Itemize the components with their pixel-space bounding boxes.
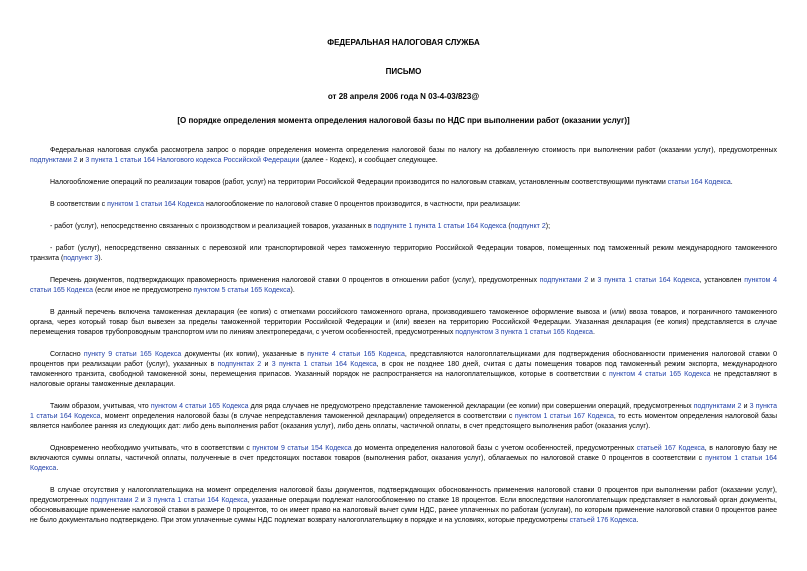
paragraph-text: (далее - Кодекс), и сообщает следующее. <box>299 157 438 164</box>
legal-reference-link[interactable]: 3 пункта 1 статьи 164 Кодекса <box>271 361 377 368</box>
legal-reference-link[interactable]: подпункте 1 пункта 1 статьи 164 Кодекса <box>373 223 507 230</box>
body-paragraph <box>30 222 777 232</box>
paragraph-text: Согласно <box>50 351 84 358</box>
legal-reference-link[interactable]: пунктом 4 статьи 165 Кодекса <box>608 371 711 378</box>
paragraph-text: Налогообложение операций по реализации товаров (работ, услуг) на территории Российской Федерации производится по налоговым ставкам, установленным соответствующими пунктами <box>50 179 668 186</box>
body-paragraph <box>30 308 777 338</box>
legal-reference-link[interactable]: пунктом 5 статьи 165 Кодекса <box>193 287 291 294</box>
paragraph-text: , установлен <box>699 277 745 284</box>
legal-reference-link[interactable]: пункту 9 статьи 165 Кодекса <box>83 351 182 358</box>
paragraph-text: , в срок не позднее 180 дней, считая с даты помещения товаров под таможенный режим экспорта, международного таможенного транзита, свободной таможенной зоны, перемещения припасов. Указанный порядок не распространяется на налогоплательщиков, которые в соответствии с <box>30 361 777 378</box>
legal-reference-link[interactable]: пунктом 4 статьи 165 Кодекса <box>30 277 778 294</box>
paragraph-text: , указанные операции подлежат налогообложению по ставке 18 процентов. Если впоследствии налогоплательщик представляет в налоговый орган документы, обосновывающие применение налоговой ставки в размере 0 процентов, то он имеет право на налоговый вычет сумм НДС, ранее уплаченных по работам (услугам), по которым применение налоговой ставки 0 процентов ранее не было документально подтверждено. При этом уплаченные суммы НДС подлежат возврату налогоплательщику в порядке и на условиях, которые предусмотрены <box>30 497 777 524</box>
paragraph-text: В данный перечень включена таможенная декларация (ее копия) с отметками российского таможенного органа, производившего таможенное оформление вывоза и (или) ввоза товаров, и пограничного таможенного органа, через который товар был вывезен за пределы таможенной территории Российской Федерации и (или) ввезен на территорию Российской Федерации. Указанная декларация (ее копия) представляется в случае перемещения товаров трубопроводным транспортом или по линиям электропередачи, с учетом особенностей, предусмотренных <box>30 309 777 336</box>
paragraph-text: Одновременно необходимо учитывать, что в соответствии с <box>50 445 253 452</box>
legal-reference-link[interactable]: 3 пункта 1 статьи 164 Кодекса <box>30 403 778 420</box>
legal-reference-link[interactable]: статьей 176 Кодекса <box>569 517 637 524</box>
paragraph-text: Федеральная налоговая служба рассмотрела запрос о порядке определения момента определения налоговой базы по налогу на добавленную стоимость при выполнении работ (оказании услуг), предусмотренных <box>50 147 777 154</box>
paragraph-text: налогообложение по налоговой ставке 0 процентов производится, в частности, при реализации: <box>204 201 521 208</box>
legal-reference-link[interactable]: 3 пункта 1 статьи 164 Налогового кодекса Российской Федерации <box>85 157 300 164</box>
legal-reference-link[interactable]: подпунктами 2 <box>693 403 742 410</box>
paragraph-text: ( <box>506 223 511 230</box>
legal-reference-link[interactable]: пунктом 4 статьи 165 Кодекса <box>150 403 249 410</box>
body-paragraph <box>30 276 777 296</box>
paragraph-text: для ряда случаев не предусмотрено представление таможенной декларации (ее копии) при совершении операций, предусмотренных <box>248 403 694 410</box>
date-number-heading: от 28 апреля 2006 года N 03-4-03/823@ <box>327 92 480 101</box>
paragraph-text: документы (их копии), указанные в <box>181 351 308 358</box>
legal-reference-link[interactable]: 3 пункта 1 статьи 164 Кодекса <box>147 497 248 504</box>
legal-reference-link[interactable]: пунктом 1 статьи 164 Кодекса <box>107 201 205 208</box>
paragraph-text: , то есть моментом определения налоговой базы является наиболее ранняя из следующих дат: либо день выполнения работ (оказания услуг), либо день оплаты, частичной оплаты, в счет предстоящего выполнения работ (оказания услуг). <box>30 413 777 430</box>
body-paragraph <box>30 350 777 390</box>
paragraph-text: . <box>592 329 595 336</box>
legal-reference-link[interactable]: пунктом 1 статьи 167 Кодекса <box>514 413 614 420</box>
legal-reference-link[interactable]: подпунктах 2 <box>217 361 262 368</box>
org-heading: ФЕДЕРАЛЬНАЯ НАЛОГОВАЯ СЛУЖБА <box>327 38 480 47</box>
legal-reference-link[interactable]: подпунктами 2 <box>539 277 589 284</box>
paragraph-text: до момента определения налоговой базы с учетом особенностей, предусмотренных <box>351 445 637 452</box>
legal-reference-link[interactable]: пункте 4 статьи 165 Кодекса <box>307 351 405 358</box>
body-paragraph <box>30 402 777 432</box>
legal-reference-link[interactable]: подпунктами 2 <box>30 157 78 164</box>
paragraph-text: В случае отсутствия у налогоплательщика на момент определения налоговой базы документов, подтверждающих обоснованность применения налоговой ставки 0 процентов при выполнении работ (оказании услуг), предусмотренных <box>30 487 777 504</box>
paragraph-text: ). <box>98 255 103 262</box>
document-body <box>30 146 777 526</box>
paragraph-text: , в налоговую базу не включаются суммы оплаты, частичной оплаты, полученные в счет предстоящих поставок товаров (выполнения работ, оказания услуг), облагаемых по налоговой ставке 0 процентов в соответствии с <box>30 445 777 462</box>
paragraph-text: , представляются налогоплательщиками для подтверждения обоснованности применения налоговой ставки 0 процентов при реализации работ (услуг), указанных в <box>30 351 777 368</box>
paragraph-text: - работ (услуг), непосредственно связанных с перевозкой или транспортировкой через таможенную территорию Российской Федерации товаров, помещенных под таможенный режим международного таможенного транзита ( <box>30 245 777 262</box>
legal-reference-link[interactable]: подпункт 3 <box>63 255 99 262</box>
paragraph-text: и <box>588 277 598 284</box>
paragraph-text: (если иное не предусмотрено <box>93 287 194 294</box>
legal-reference-link[interactable]: пунктом 1 статьи 164 Кодекса <box>30 455 777 472</box>
body-paragraph <box>30 444 777 474</box>
legal-reference-link[interactable]: 3 пункта 1 статьи 164 Кодекса <box>597 277 700 284</box>
body-paragraph <box>30 146 777 166</box>
paragraph-text: не представляют в налоговые органы таможенные декларации. <box>30 371 777 388</box>
paragraph-text: ); <box>545 223 551 230</box>
paragraph-text: ). <box>290 287 295 294</box>
doc-type-heading: ПИСЬМО <box>385 67 422 76</box>
legal-reference-link[interactable]: подпунктом 3 пункта 1 статьи 165 Кодекса <box>455 329 593 336</box>
body-paragraph <box>30 178 777 188</box>
paragraph-text: - работ (услуг), непосредственно связанных с производством и реализацией товаров, указанных в <box>50 223 374 230</box>
paragraph-text: и <box>261 361 272 368</box>
legal-reference-link[interactable]: статьи 164 Кодекса <box>667 179 731 186</box>
doc-title: [О порядке определения момента определения налоговой базы по НДС при выполнении работ (оказании услуг)] <box>177 116 630 125</box>
paragraph-text: В соответствии с <box>50 201 108 208</box>
paragraph-text: , момент определения налоговой базы (в случае непредставления таможенной декларации) определяется в соответствии с <box>100 413 515 420</box>
paragraph-text: . <box>730 179 733 186</box>
legal-reference-link[interactable]: статьей 167 Кодекса <box>636 445 705 452</box>
body-paragraph <box>30 486 777 526</box>
body-paragraph <box>30 200 777 210</box>
paragraph-text: и <box>138 497 148 504</box>
legal-reference-link[interactable]: подпунктами 2 <box>90 497 139 504</box>
body-paragraph <box>30 244 777 264</box>
paragraph-text: и <box>741 403 750 410</box>
legal-reference-link[interactable]: подпункт 2 <box>510 223 546 230</box>
paragraph-text: . <box>636 517 639 524</box>
legal-reference-link[interactable]: пунктом 9 статьи 154 Кодекса <box>252 445 352 452</box>
paragraph-text: и <box>77 157 86 164</box>
paragraph-text: Перечень документов, подтверждающих правомерность применения налоговой ставки 0 процентов в отношении работ (услуг), предусмотренных <box>50 277 540 284</box>
paragraph-text: . <box>56 465 59 472</box>
paragraph-text: Таким образом, учитывая, что <box>50 403 151 410</box>
